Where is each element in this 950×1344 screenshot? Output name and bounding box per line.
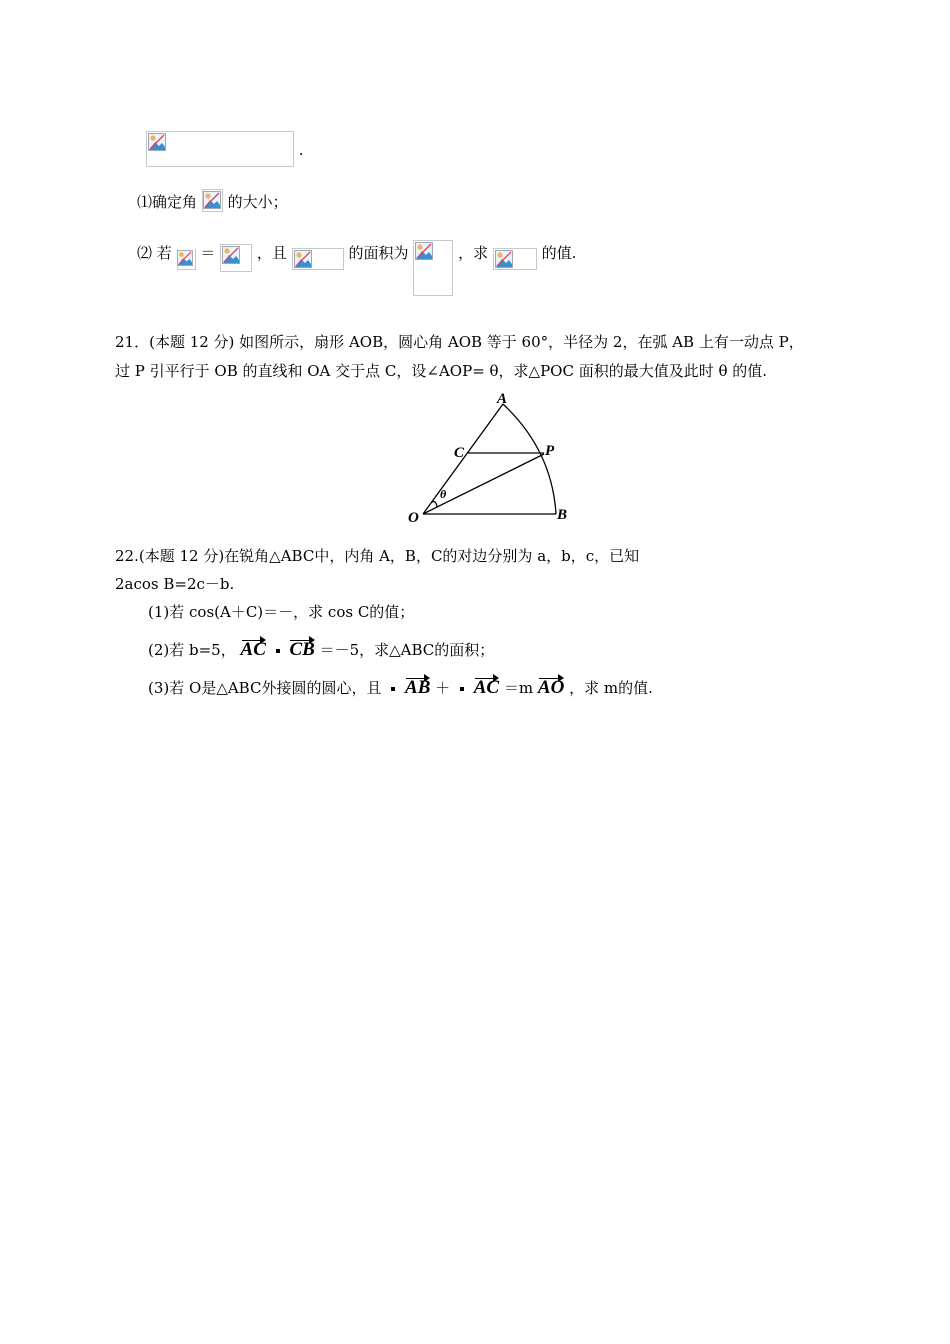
sector-figure	[400, 388, 590, 528]
label-A: A	[497, 391, 508, 407]
broken-image-icon	[222, 246, 240, 264]
vector-AO: AO	[537, 677, 565, 698]
q22-line2: 2acos B=2c－b.	[115, 575, 235, 593]
formula-image-placeholder	[493, 248, 537, 270]
broken-image-icon	[203, 191, 221, 209]
label-B: B	[557, 507, 568, 523]
q22-part1: (1)若 cos(A＋C)＝－，求 cos C的值；	[148, 603, 415, 621]
vector-AC: AC	[240, 639, 266, 660]
vector-AC: AC	[473, 677, 500, 698]
angle-mark	[432, 502, 437, 507]
dot-symbol	[460, 687, 464, 691]
equation-tail: .	[298, 141, 304, 159]
vector-CB: CB	[289, 639, 315, 660]
q20-part2: ⑵ 若 ＝ ，且 的面积为 ，求 的值.	[137, 240, 576, 296]
q22-line1: 22.(本题 12 分)在锐角△ABC中，内角 A，B，C的对边分别为 a，b，c，已知	[115, 547, 640, 565]
q20-part1: ⑴确定角 的大小；	[137, 189, 288, 213]
q21-line2: 过 P 引平行于 OB 的直线和 OA 交于点 C，设∠AOP= θ，求△POC 面积的最大值及此时 θ 的值.	[115, 362, 768, 380]
equation-image-placeholder	[146, 131, 294, 167]
dot-symbol	[391, 687, 395, 691]
broken-image-icon	[148, 133, 166, 151]
segment-OP	[423, 454, 544, 514]
q21-line1: 21．(本题 12 分) 如图所示，扇形 AOB，圆心角 AOB 等于 60°，半径为 2，在弧 AB 上有一动点 P，	[115, 333, 804, 351]
formula-image-placeholder	[413, 240, 453, 296]
broken-image-icon	[294, 250, 312, 268]
arc-AB	[503, 404, 556, 514]
broken-image-icon	[177, 250, 193, 266]
q22-part2: (2)若 b=5， AC CB ＝－5，求△ABC的面积；	[148, 639, 495, 660]
q22-part3: (3)若 O是△ABC外接圆的圆心，且 AB ＋ AC ＝m AO ，求 m的值.	[148, 677, 653, 698]
dot-product-symbol	[276, 649, 280, 653]
formula-image-placeholder	[220, 244, 252, 272]
angle-image-placeholder	[202, 189, 223, 212]
label-C: C	[454, 445, 465, 461]
label-theta: θ	[440, 487, 447, 501]
broken-image-icon	[415, 242, 433, 260]
vector-AB: AB	[405, 677, 431, 698]
q20-equation-line	[146, 131, 304, 167]
label-O: O	[408, 510, 419, 526]
label-P: P	[545, 443, 555, 459]
formula-image-placeholder	[292, 248, 344, 270]
broken-image-icon	[495, 250, 513, 268]
formula-image-placeholder	[177, 249, 196, 270]
